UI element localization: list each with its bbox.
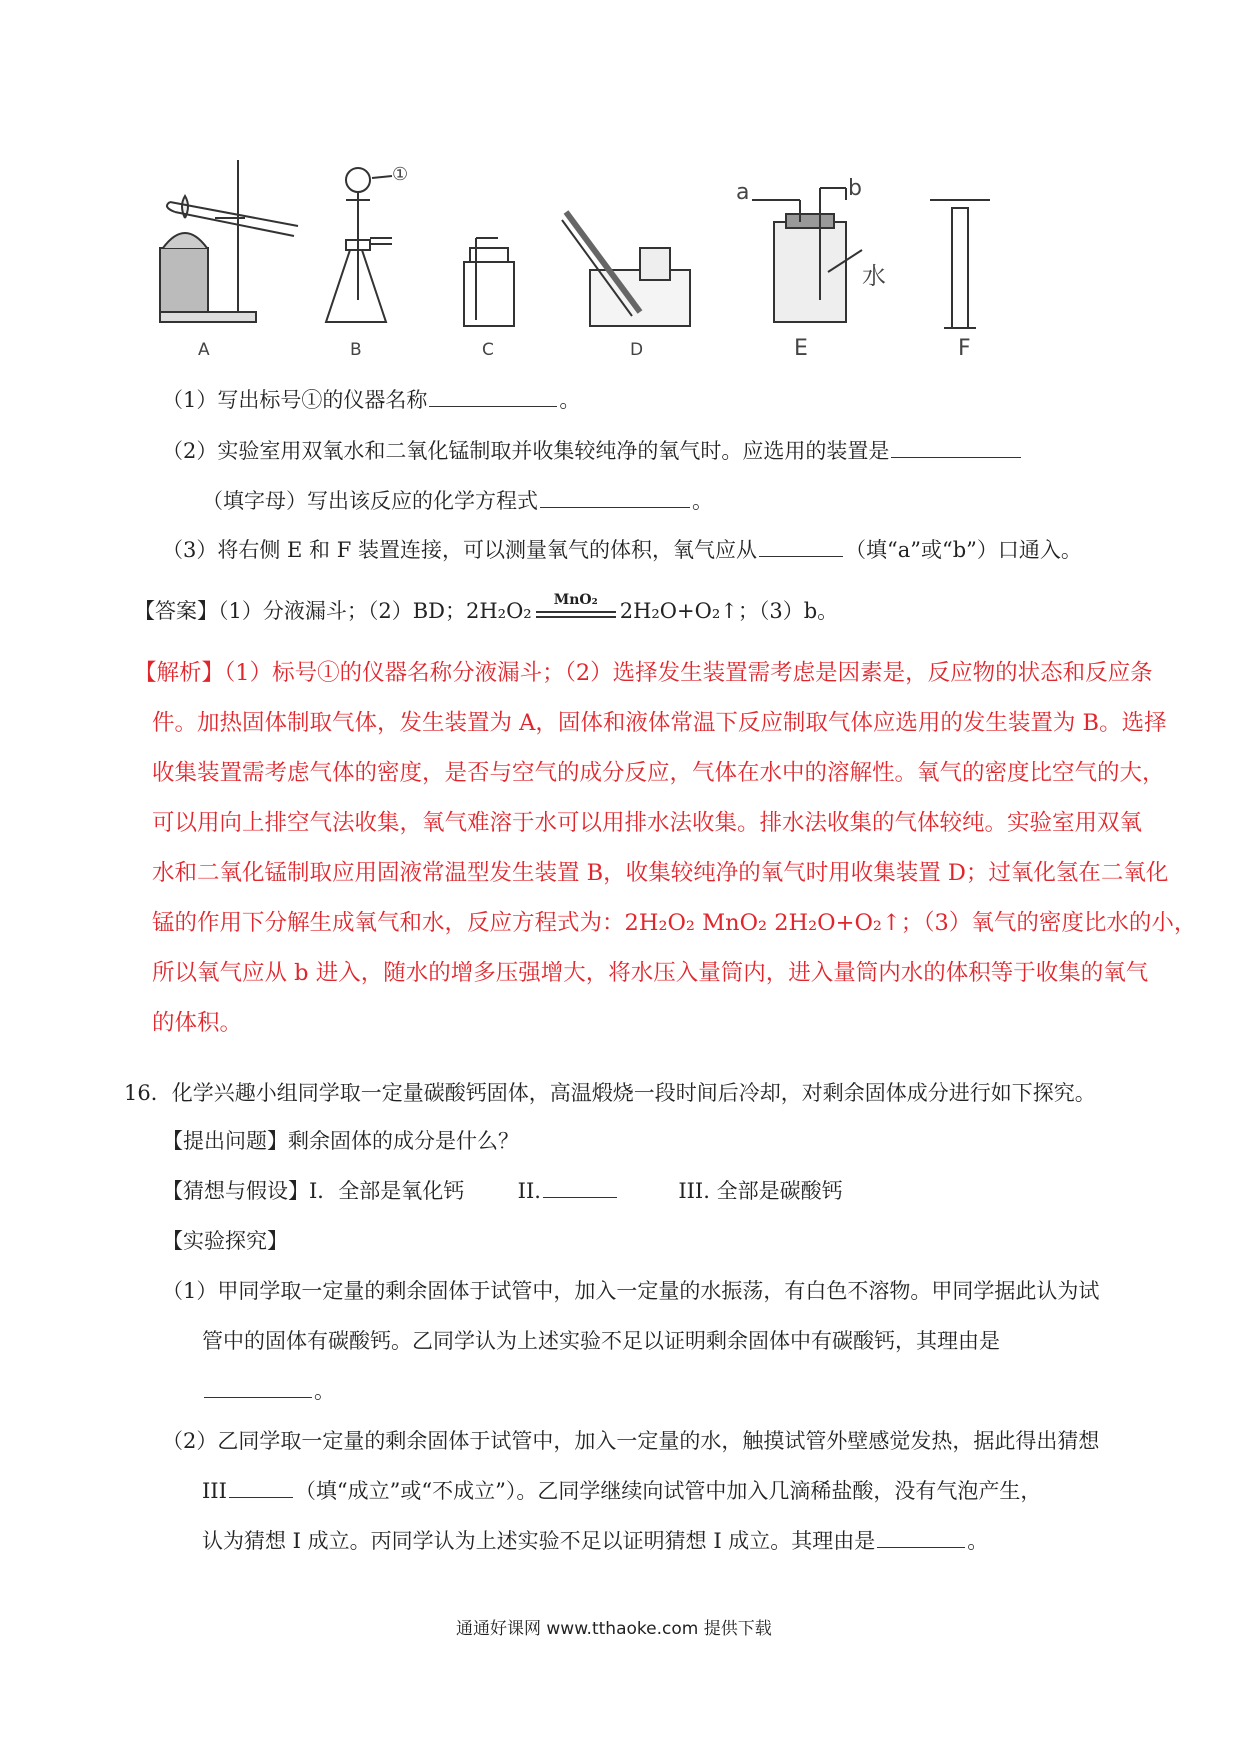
answer-blank[interactable]: [540, 487, 690, 508]
apparatus-b: [326, 168, 392, 322]
q16-e1-line2: 管中的固体有碳酸钙。乙同学认为上述实验不足以证明剩余固体中有碳酸钙，其理由是: [202, 1329, 1000, 1353]
q16-explore: 【实验探究】: [162, 1229, 288, 1253]
answer-blank[interactable]: [429, 386, 557, 407]
q15-part2b: （填字母）写出该反应的化学方程式 。: [202, 489, 713, 513]
analysis-line-6: 锰的作用下分解生成氧气和水，反应方程式为：2H₂O₂ MnO₂ 2H₂O+O₂↑；（3）氧气的密度比水的小，: [152, 910, 1197, 936]
q16-e2-line1: （2）乙同学取一定量的剩余固体于试管中，加入一定量的水，触摸试管外壁感觉发热，据此得出猜想: [162, 1429, 1100, 1453]
label-e: E: [794, 336, 808, 361]
label-b: B: [350, 340, 362, 360]
analysis-line-1: 【解析】（1）标号①的仪器名称分液漏斗；（2）选择发生装置需考虑是因素是，反应物的状态和反应条: [134, 660, 1153, 686]
label-d: D: [630, 340, 644, 360]
label-c: C: [482, 340, 494, 360]
apparatus-a: [160, 160, 298, 322]
analysis-line-3: 收集装置需考虑气体的密度，是否与空气的成分反应，气体在水中的溶解性。氧气的密度比空气的大，: [152, 760, 1165, 786]
q16-e1-line1: （1）甲同学取一定量的剩余固体于试管中，加入一定量的水振荡，有白色不溶物。甲同学据此认为试: [162, 1279, 1100, 1303]
q16-intro: 16．化学兴趣小组同学取一定量碳酸钙固体，高温煅烧一段时间后冷却，对剩余固体成分进行如下探究。: [124, 1081, 1096, 1105]
q15-part2: （2）实验室用双氧水和二氧化锰制取并收集较纯净的氧气时。应选用的装置是: [162, 436, 1023, 466]
analysis-line-7: 所以氧气应从 b 进入，随水的增多压强增大，将水压入量筒内，进入量筒内水的体积等于收集的氧气: [152, 960, 1149, 986]
analysis-line-4: 可以用向上排空气法收集，氧气难溶于水可以用排水法收集。排水法收集的气体较纯。实验室用双氧: [152, 810, 1143, 836]
answer-blank[interactable]: [543, 1177, 617, 1198]
label-a: A: [198, 340, 210, 360]
catalyst-label: MnO₂: [553, 592, 598, 608]
q16-hypothesis: 【猜想与假设】I．全部是氧化钙 II. III. 全部是碳酸钙: [162, 1179, 843, 1203]
answer-line: 【答案】（1）分液漏斗；（2）BD；2H₂O₂ MnO₂ 2H₂O+O₂↑；（3）b。: [134, 596, 838, 626]
apparatus-figure: [0, 0, 1240, 380]
q16-question: 【提出问题】剩余固体的成分是什么？: [162, 1129, 519, 1153]
apparatus-d: [562, 212, 690, 326]
q16-e2-line3: 认为猜想 I 成立。丙同学认为上述实验不足以证明猜想 I 成立。其理由是 。: [202, 1529, 989, 1553]
answer-blank[interactable]: [877, 1527, 965, 1548]
water-label: 水: [862, 262, 886, 290]
apparatus-c: [464, 238, 514, 326]
apparatus-e: [752, 188, 862, 322]
analysis-line-2: 件。加热固体制取气体，发生装置为 A，固体和液体常温下反应制取气体应选用的发生装置为 B。选择: [152, 710, 1167, 736]
answer-blank[interactable]: [759, 536, 843, 557]
analysis-line-5: 水和二氧化锰制取应用固液常温型发生装置 B，收集较纯净的氧气时用收集装置 D；过氧化氢在二氧化: [152, 860, 1169, 886]
analysis-line-8: 的体积。: [152, 1010, 243, 1036]
apparatus-f: [930, 200, 990, 328]
q15-part1: （1）写出标号①的仪器名称 。: [162, 388, 581, 412]
port-a-label: a: [736, 180, 750, 205]
page-footer: 通通好课网 www.tthaoke.com 提供下载: [456, 1619, 772, 1639]
label-f: F: [958, 336, 971, 361]
q16-e2-line2: III （填“成立”或“不成立”）。乙同学继续向试管中加入几滴稀盐酸，没有气泡产生，: [202, 1479, 1042, 1503]
q16-e1-line3: 。: [202, 1376, 335, 1406]
answer-blank[interactable]: [891, 437, 1021, 458]
port-b-label: b: [848, 176, 862, 201]
answer-blank[interactable]: [229, 1477, 293, 1498]
marker-1: ①: [392, 164, 409, 185]
answer-blank[interactable]: [204, 1377, 312, 1398]
q15-part3: （3）将右侧 E 和 F 装置连接，可以测量氧气的体积，氧气应从 （填“a”或“b”）口通入。: [162, 538, 1082, 562]
